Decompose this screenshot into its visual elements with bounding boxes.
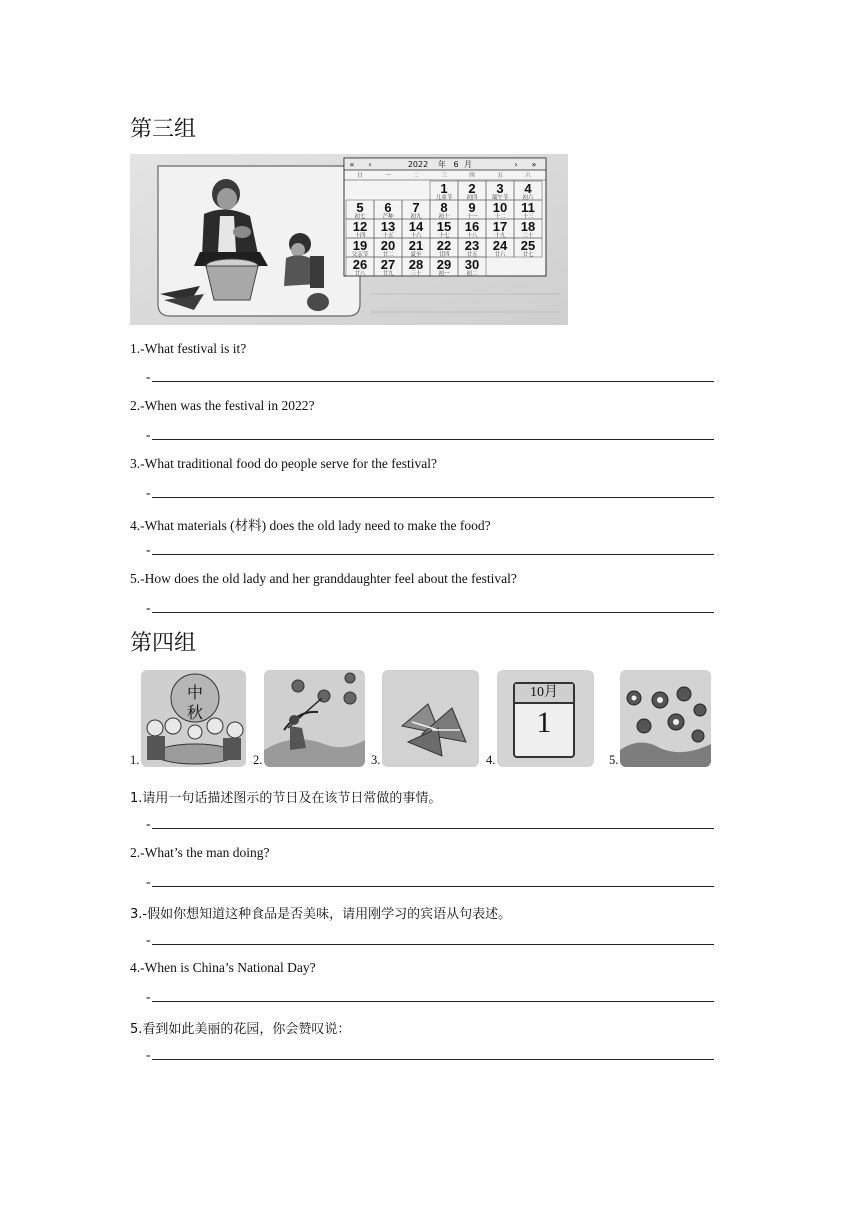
- calendar-day-number: 3: [496, 181, 504, 196]
- section-4-title: 第四组: [130, 631, 197, 656]
- answer-prefix: -: [146, 932, 151, 947]
- calendar-day-number: 13: [380, 219, 396, 234]
- s3-q2-number: 2.: [130, 398, 141, 413]
- answer-prefix: -: [146, 816, 151, 831]
- archer-picture: [264, 670, 365, 767]
- s3-q1-text: -What festival is it?: [140, 341, 247, 356]
- answer-prefix: -: [146, 427, 151, 442]
- s3-question-5: [130, 571, 517, 587]
- picture-number-1: 1.: [130, 753, 140, 767]
- s4-answer-4[interactable]: [146, 989, 714, 1005]
- s4-question-5: [130, 1018, 350, 1037]
- calendar-month: 10月: [515, 684, 573, 704]
- calendar-day-lunar: 初七: [354, 214, 366, 220]
- calendar-day-number: 18: [520, 219, 536, 234]
- calendar-day-number: 25: [520, 238, 536, 253]
- calendar-day-lunar: 廿五: [466, 252, 478, 258]
- calendar-day-lunar: 廿六: [494, 252, 506, 258]
- calendar-prev-month-icon: ‹: [368, 160, 372, 169]
- calendar-day-number: 14: [408, 219, 424, 234]
- calendar-day: 1: [536, 706, 552, 739]
- s3-question-4: [130, 514, 491, 534]
- section-3-title: 第三组: [130, 117, 197, 142]
- calendar-day-lunar: 廿二: [382, 252, 394, 258]
- s3-q3-text: -What traditional food do people serve for the festival?: [140, 456, 438, 471]
- s4-answer-5[interactable]: [146, 1047, 714, 1063]
- s4-q5-number: 5.: [130, 1022, 143, 1037]
- calendar-day-number: 29: [436, 257, 452, 272]
- national-day-calendar-picture: [497, 670, 594, 767]
- answer-blank-line[interactable]: [152, 828, 714, 829]
- mid-autumn-char-2: 秋: [186, 703, 204, 722]
- answer-prefix: -: [146, 1047, 151, 1062]
- calendar-day-number: 27: [380, 257, 396, 272]
- s4-question-1: [130, 787, 441, 806]
- s4-q1-text: 请用一句话描述图示的节日及在该节日常做的事情。: [142, 791, 442, 806]
- s3-q4-number: 4.: [130, 518, 141, 533]
- s4-answer-3[interactable]: [146, 932, 714, 948]
- calendar-weekday: 二: [413, 173, 419, 179]
- calendar-day-lunar: 初一: [438, 271, 450, 277]
- mid-autumn-picture: [141, 670, 246, 767]
- calendar-month-suffix: 月: [464, 160, 472, 169]
- calendar-day-lunar: 初九: [410, 214, 422, 220]
- zongzi-picture: [382, 670, 479, 767]
- calendar-day-number: 2: [468, 181, 476, 196]
- calendar-day-number: 7: [412, 200, 420, 215]
- calendar-weekday: 四: [469, 173, 475, 179]
- s3-q5-text: -How does the old lady and her granddaughter feel about the festival?: [140, 571, 517, 586]
- answer-blank-line[interactable]: [152, 497, 714, 498]
- s3-q4-text: -What materials (材料) does the old lady need to make the food?: [140, 518, 491, 533]
- calendar-weekday: 日: [357, 173, 363, 179]
- picture-number-5: 5.: [609, 753, 619, 767]
- calendar-icon: [513, 682, 575, 758]
- answer-blank-line[interactable]: [152, 612, 714, 613]
- calendar-day-lunar: 初六: [522, 195, 534, 201]
- calendar-day-number: 23: [464, 238, 480, 253]
- s4-q1-number: 1.: [130, 791, 143, 806]
- s4-q4-text: -When is China’s National Day?: [140, 960, 316, 975]
- calendar-day-lunar: 初二: [466, 271, 478, 277]
- calendar-day-lunar: 廿七: [522, 252, 534, 258]
- picture-number-3: 3.: [371, 753, 381, 767]
- calendar-day-number: 28: [408, 257, 424, 272]
- s3-answer-3[interactable]: [146, 485, 714, 501]
- answer-blank-line[interactable]: [152, 886, 714, 887]
- answer-prefix: -: [146, 874, 151, 889]
- calendar-day-lunar: 十一: [466, 214, 478, 220]
- answer-blank-line[interactable]: [152, 439, 714, 440]
- calendar-day-number: 12: [352, 219, 368, 234]
- answer-prefix: -: [146, 989, 151, 1004]
- calendar-day-number: 5: [356, 200, 364, 215]
- calendar-day-number: 20: [380, 238, 396, 253]
- june-2022-calendar: [344, 158, 546, 277]
- calendar-weekday: 五: [497, 173, 503, 179]
- s4-q5-text: 看到如此美丽的花园，你会赞叹说：: [142, 1022, 351, 1037]
- answer-blank-line[interactable]: [152, 1001, 714, 1002]
- picture-number-2: 2.: [253, 753, 263, 767]
- calendar-day-number: 6: [384, 200, 392, 215]
- calendar-day-number: 16: [464, 219, 480, 234]
- s3-answer-4[interactable]: [146, 542, 714, 558]
- calendar-day-number: 19: [352, 238, 368, 253]
- calendar-day-lunar: 廿八: [354, 271, 366, 277]
- answer-blank-line[interactable]: [152, 944, 714, 945]
- answer-prefix: -: [146, 485, 151, 500]
- calendar-day-lunar: 芒种: [382, 214, 394, 220]
- picture-number-4: 4.: [486, 753, 496, 767]
- calendar-day-lunar: 父亲节: [351, 252, 369, 258]
- calendar-day-lunar: 端午节: [491, 195, 509, 201]
- calendar-day-lunar: 十三: [522, 214, 534, 220]
- calendar-day-number: 1: [440, 181, 448, 196]
- s3-question-3: [130, 456, 437, 472]
- calendar-day-lunar: 廿九: [382, 271, 394, 277]
- calendar-year-suffix: 年: [438, 160, 446, 169]
- s4-question-2: [130, 845, 269, 861]
- s3-q2-text: -When was the festival in 2022?: [140, 398, 315, 413]
- s4-q3-text: -假如你想知道这种食品是否美味，请用刚学习的宾语从句表述。: [142, 907, 512, 922]
- mid-autumn-char-1: 中: [186, 683, 204, 702]
- calendar-day-lunar: 十二: [494, 214, 506, 220]
- answer-blank-line[interactable]: [152, 1059, 714, 1060]
- calendar-day-number: 24: [492, 238, 508, 253]
- calendar-day-lunar: 初四: [466, 195, 478, 201]
- calendar-month: 6: [453, 160, 459, 169]
- calendar-weekday: 一: [385, 173, 391, 179]
- calendar-day-number: 21: [408, 238, 424, 253]
- s3-answer-5[interactable]: [146, 600, 714, 616]
- answer-blank-line[interactable]: [152, 554, 714, 555]
- calendar-day-lunar: 儿童节: [435, 195, 453, 201]
- s4-question-4: [130, 960, 316, 976]
- calendar-day-number: 26: [352, 257, 368, 272]
- s4-q4-number: 4.: [130, 960, 141, 975]
- calendar-day-lunar: 十七: [438, 233, 450, 239]
- dumpling-festival-photo: [130, 154, 568, 325]
- s4-q2-text: -What’s the man doing?: [140, 845, 270, 860]
- s3-answer-1[interactable]: [146, 369, 714, 385]
- calendar-day-lunar: 夏至: [410, 252, 422, 258]
- calendar-year: 2022: [407, 160, 429, 169]
- calendar-day-lunar: 三十: [410, 271, 422, 277]
- calendar-day-lunar: 二十: [522, 233, 534, 239]
- answer-blank-line[interactable]: [152, 381, 714, 382]
- calendar-day-number: 22: [436, 238, 452, 253]
- calendar-day-lunar: 廿四: [438, 252, 450, 258]
- s4-q3-number: 3.: [130, 907, 143, 922]
- calendar-weekday: 三: [441, 173, 447, 179]
- calendar-weekday: 六: [525, 173, 531, 179]
- calendar-prev-year-icon: «: [349, 160, 355, 169]
- calendar-day-number: 15: [436, 219, 452, 234]
- calendar-day-lunar: 十六: [410, 233, 422, 239]
- calendar-next-month-icon: ›: [514, 160, 518, 169]
- flower-garden-picture: [620, 670, 711, 767]
- calendar-day-number: 10: [492, 200, 508, 215]
- s4-answer-1[interactable]: [146, 816, 714, 832]
- calendar-day-number: 4: [524, 181, 532, 196]
- calendar-day-number: 30: [464, 257, 480, 272]
- s4-answer-2[interactable]: [146, 874, 714, 890]
- calendar-day-number: 8: [440, 200, 448, 215]
- answer-prefix: -: [146, 542, 151, 557]
- festival-illustration: [130, 154, 568, 325]
- answer-prefix: -: [146, 369, 151, 384]
- calendar-day-number: 11: [521, 200, 535, 215]
- s3-question-2: [130, 398, 314, 414]
- calendar-day-lunar: 十九: [494, 233, 506, 239]
- s4-question-3: [130, 903, 511, 922]
- answer-prefix: -: [146, 600, 151, 615]
- s3-q3-number: 3.: [130, 456, 141, 471]
- s3-q1-number: 1.: [130, 341, 141, 356]
- calendar-day-lunar: 初十: [438, 214, 450, 220]
- calendar-next-year-icon: »: [531, 160, 537, 169]
- calendar-day-number: 9: [468, 200, 476, 215]
- s3-answer-2[interactable]: [146, 427, 714, 443]
- s3-q5-number: 5.: [130, 571, 141, 586]
- calendar-day-lunar: 十八: [466, 233, 478, 239]
- s3-question-1: [130, 341, 246, 357]
- s4-q2-number: 2.: [130, 845, 141, 860]
- calendar-day-number: 17: [492, 219, 508, 234]
- calendar-day-lunar: 十四: [354, 233, 366, 239]
- calendar-day-lunar: 十五: [382, 233, 394, 239]
